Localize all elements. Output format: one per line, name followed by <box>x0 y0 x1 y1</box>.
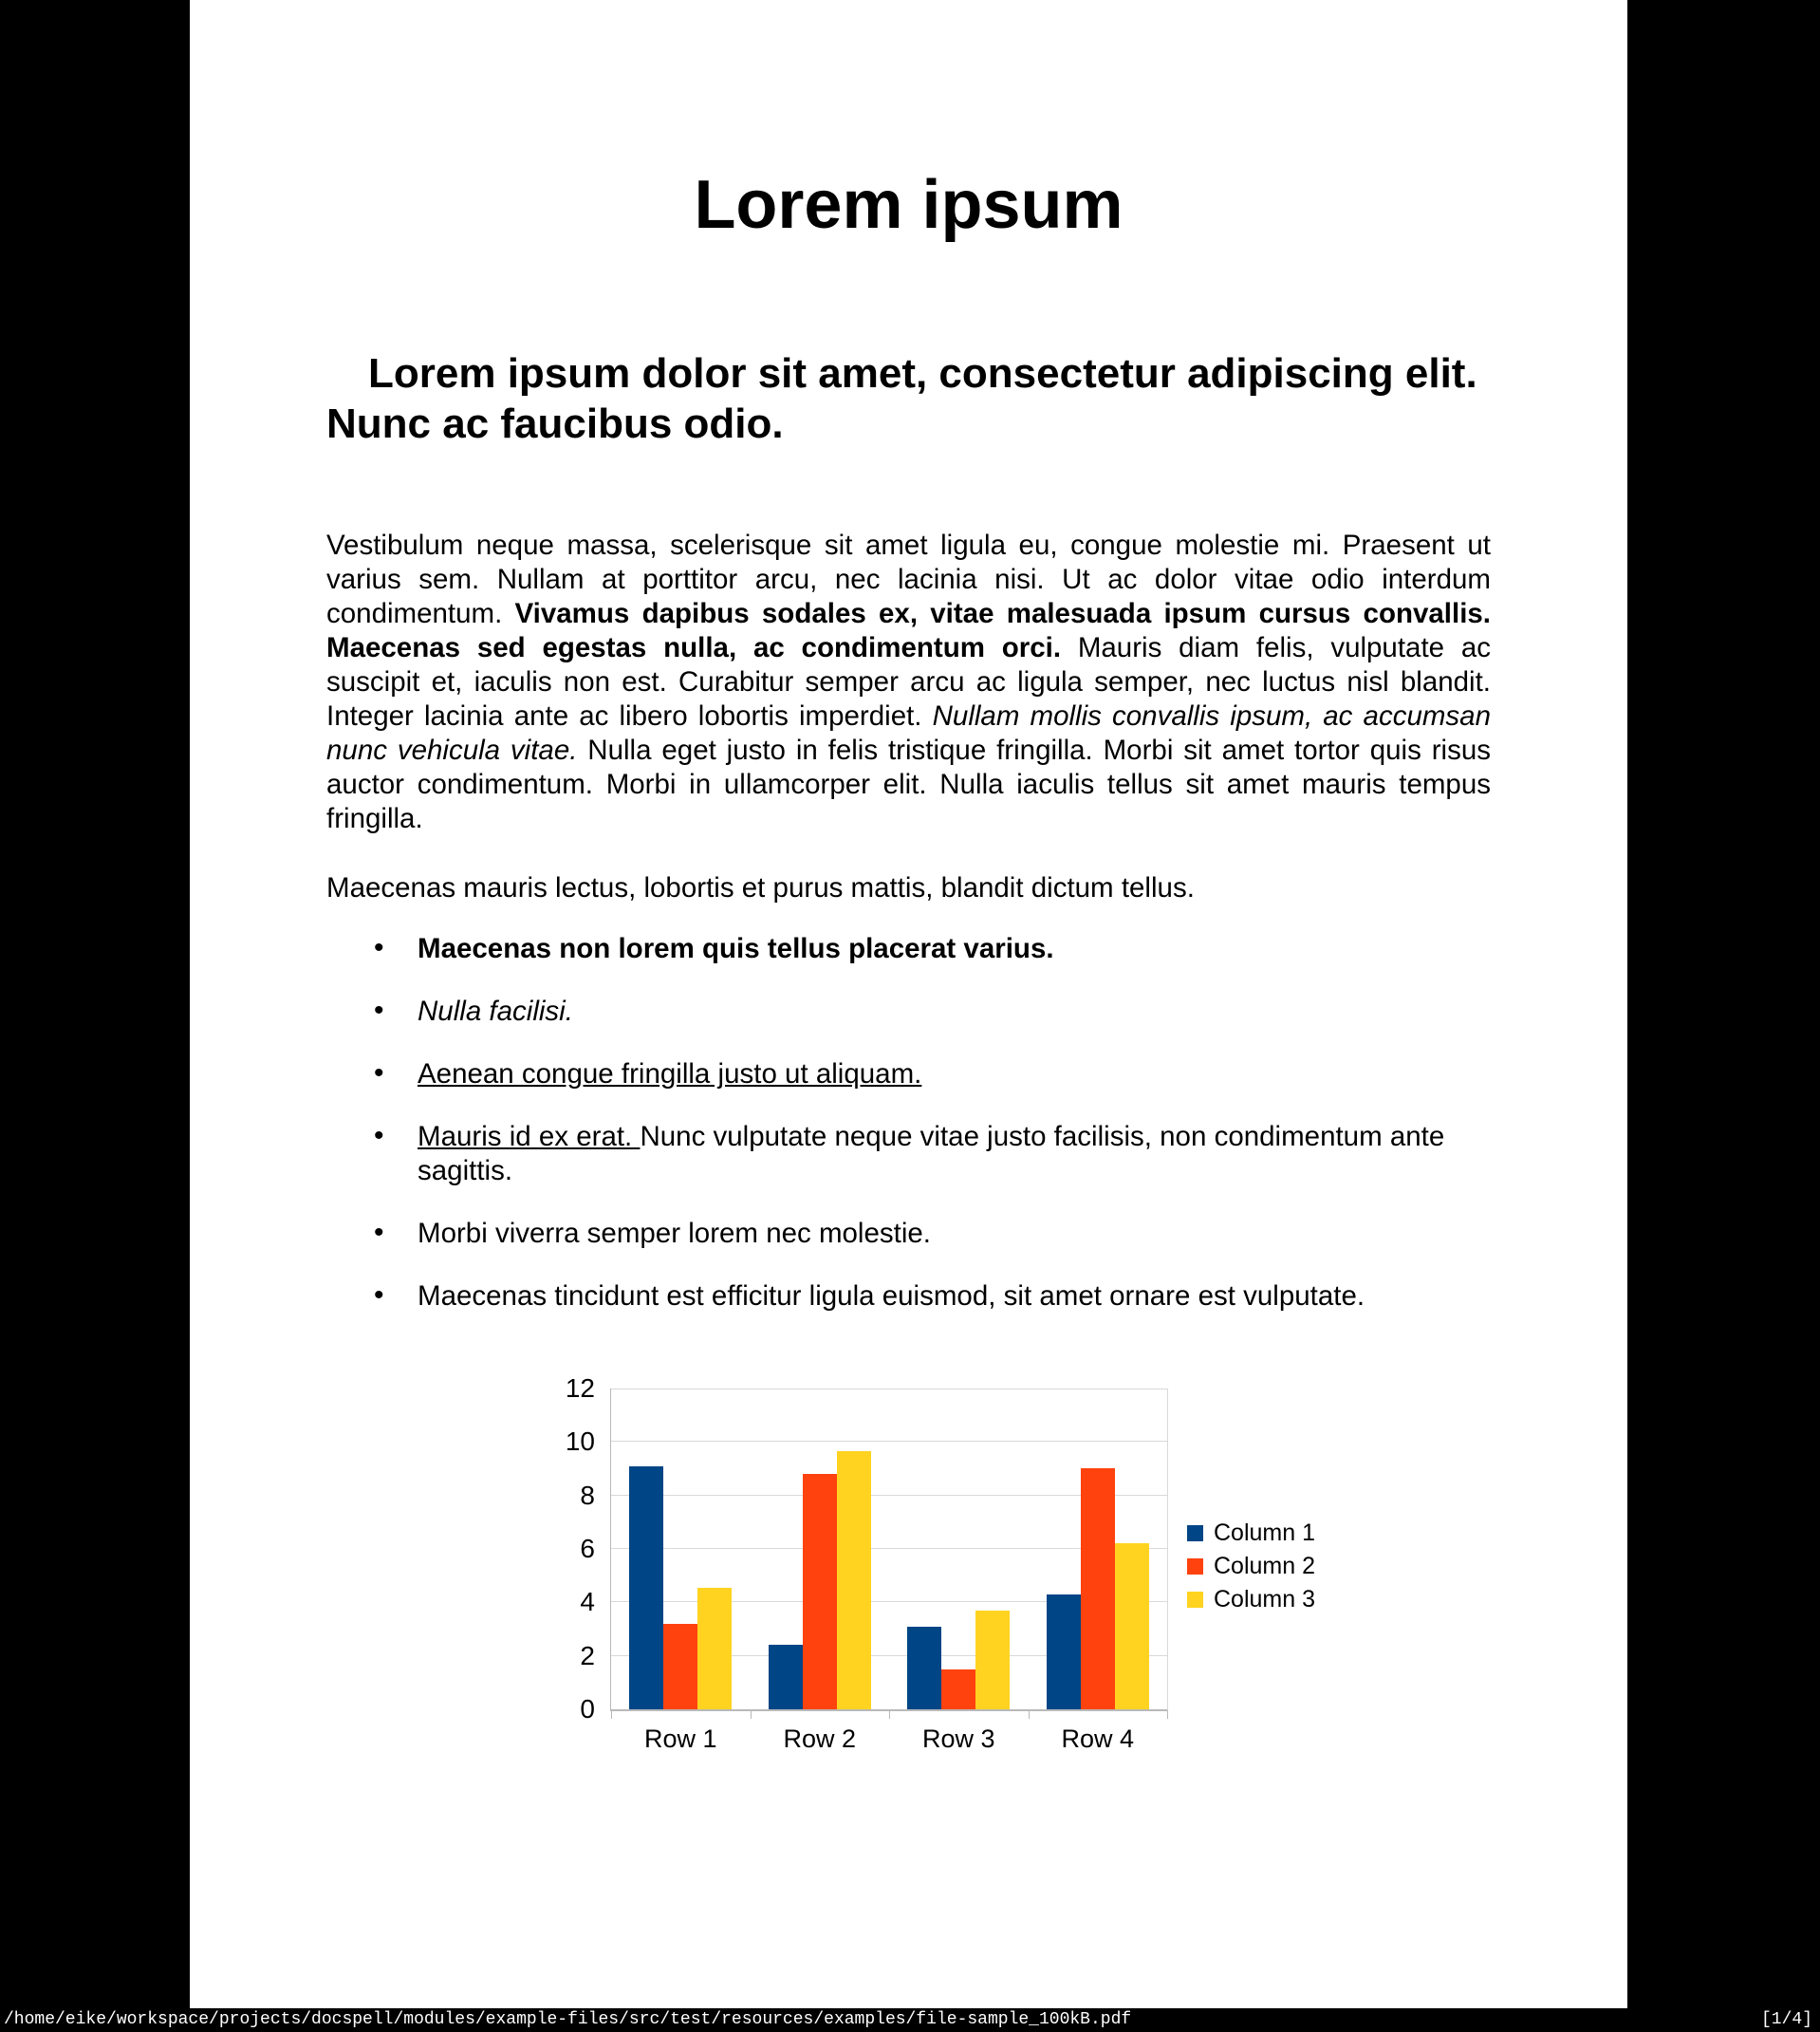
text-segment: Mauris diam felis, vulputate ac suscipit et, iaculis non est. Curabitur semper arcu ac ligula semper, nec luctus nisl blandit. Integer lacinia ante ac libero lobortis imperdiet. <box>326 632 1491 732</box>
list-item <box>418 995 1491 1029</box>
bar-column-3 <box>837 1451 871 1709</box>
list-item <box>418 1217 1491 1251</box>
list-item <box>418 1057 1491 1091</box>
gridline <box>611 1441 1167 1442</box>
bar-column-3 <box>1115 1543 1149 1709</box>
bar-column-3 <box>697 1588 732 1709</box>
text-segment: Maecenas non lorem quis tellus placerat varius. <box>418 933 1054 964</box>
text-segment: Nullam mollis convallis ipsum, ac accumsan nunc vehicula vitae. <box>326 700 1491 766</box>
bar-column-2 <box>803 1474 837 1709</box>
x-axis-tick-mark <box>1029 1711 1030 1719</box>
y-axis-tick-label: 10 <box>565 1426 595 1457</box>
chart-plot-area <box>565 1373 1168 1753</box>
bar-column-1 <box>1047 1594 1081 1709</box>
list-item <box>418 1120 1491 1188</box>
legend-swatch <box>1187 1592 1203 1608</box>
document-page[interactable] <box>190 0 1627 2008</box>
x-axis-tick-mark <box>751 1711 752 1719</box>
legend-label: Column 2 <box>1214 1553 1315 1579</box>
x-axis-category-label: Row 2 <box>783 1724 857 1753</box>
x-axis-category-label: Row 4 <box>1061 1724 1135 1753</box>
y-axis-tick-label: 2 <box>580 1640 595 1670</box>
y-axis-tick-label: 4 <box>580 1587 595 1617</box>
bar-column-1 <box>769 1645 803 1709</box>
document-heading: Lorem ipsum dolor sit amet, consectetur adipiscing elit. Nunc ac faucibus odio. <box>326 350 1477 447</box>
statusbar-file-path: /home/eike/workspace/projects/docspell/modules/example-files/src/test/resources/examples/file-sample_100kB.pdf <box>4 2010 1132 2029</box>
text-segment: Nulla facilisi. <box>418 996 573 1027</box>
chart-legend <box>1187 1517 1315 1616</box>
text-segment: Morbi viverra semper lorem nec molestie. <box>418 1218 931 1249</box>
text-segment: Aenean congue fringilla justo ut aliquam. <box>418 1058 922 1090</box>
statusbar <box>0 2008 1820 2032</box>
text-segment: Nunc vulputate neque vitae justo facilisis, non condimentum ante sagittis. <box>418 1121 1445 1186</box>
text-segment: Nulla eget justo in felis tristique fringilla. Morbi sit amet tortor quis risus auctor condimentum. Morbi in ullamcorper elit. Nulla iaculis tellus sit amet mauris tempus fringilla. <box>326 735 1491 834</box>
legend-item <box>1187 1550 1315 1583</box>
x-axis-tick-mark <box>1167 1711 1168 1719</box>
bar-column-2 <box>1081 1468 1115 1709</box>
legend-swatch <box>1187 1558 1203 1575</box>
text-segment: Mauris id ex erat. <box>418 1121 641 1152</box>
bar-column-2 <box>941 1669 975 1709</box>
text-segment: Maecenas tincidunt est efficitur ligula euismod, sit amet ornare est vulputate. <box>418 1280 1365 1312</box>
text-segment: Vivamus dapibus sodales ex, vitae malesuada ipsum cursus convallis. Maecenas sed egestas nulla, ac condimentum orci. <box>326 598 1491 663</box>
y-axis-tick-label: 0 <box>580 1694 595 1724</box>
legend-item <box>1187 1583 1315 1616</box>
document-title: Lorem ipsum <box>694 167 1124 243</box>
y-axis-tick-label: 12 <box>565 1373 595 1403</box>
list-item <box>418 932 1491 966</box>
legend-swatch <box>1187 1525 1203 1541</box>
x-axis-category-label: Row 1 <box>643 1724 717 1753</box>
bar-column-1 <box>907 1627 941 1709</box>
text-segment: Vestibulum neque massa, scelerisque sit amet ligula eu, congue molestie mi. Praesent ut varius sem. Nullam at porttitor arcu, nec lacinia nisi. Ut ac dolor vitae odio interdum condimentum. <box>326 530 1491 629</box>
paragraph-secondary: Maecenas mauris lectus, lobortis et purus mattis, blandit dictum tellus. <box>326 872 1195 904</box>
bar-column-3 <box>975 1611 1010 1709</box>
paragraph-main <box>326 529 1491 836</box>
list-item <box>418 1279 1491 1314</box>
x-axis-tick-mark <box>611 1711 612 1719</box>
x-axis-tick-mark <box>889 1711 890 1719</box>
document-content <box>190 0 1627 1342</box>
y-axis-tick-label: 8 <box>580 1480 595 1510</box>
statusbar-page-indicator: [1/4] <box>1760 2010 1812 2029</box>
x-axis-category-label: Row 3 <box>921 1724 995 1753</box>
bar-chart <box>565 1373 1315 1753</box>
legend-item <box>1187 1517 1315 1550</box>
bullet-list <box>326 932 1491 1314</box>
y-axis-tick-label: 6 <box>580 1534 595 1563</box>
legend-label: Column 3 <box>1214 1586 1315 1613</box>
legend-label: Column 1 <box>1214 1519 1315 1546</box>
bar-column-1 <box>629 1466 663 1709</box>
bar-column-2 <box>663 1624 697 1709</box>
